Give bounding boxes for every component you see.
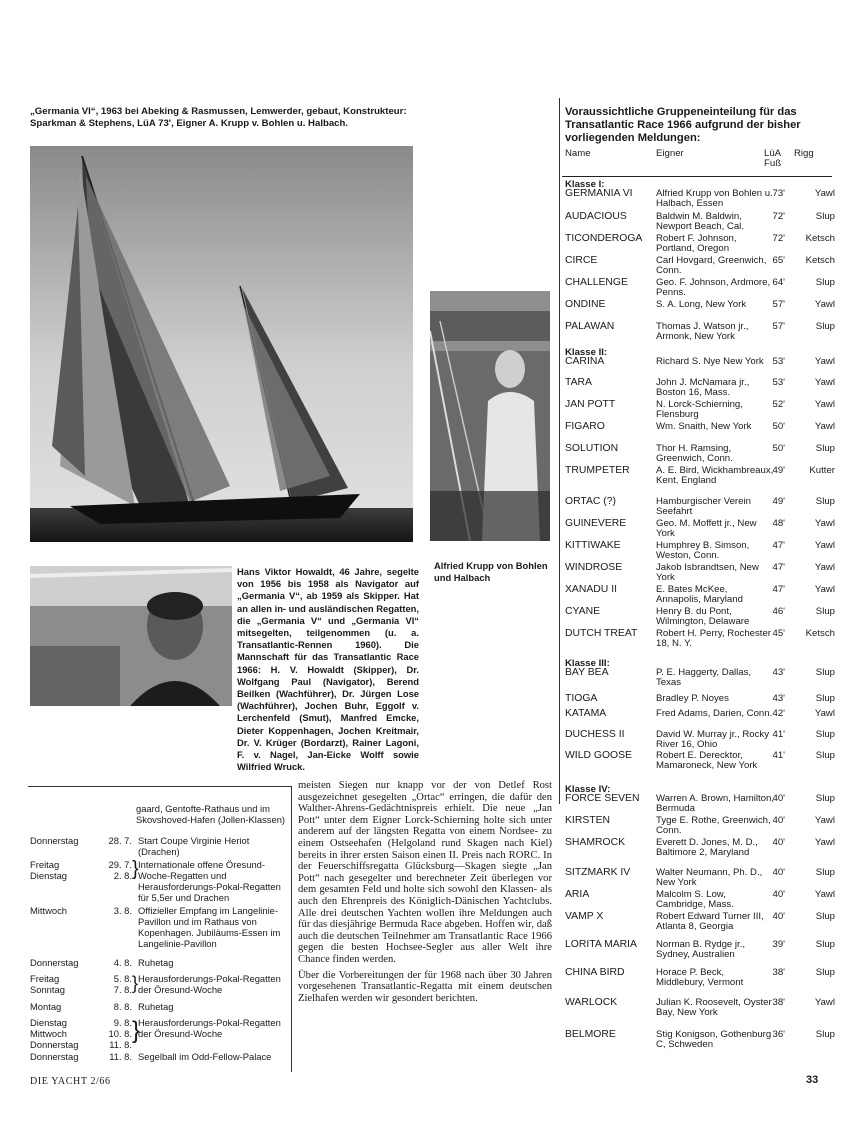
length: 38' bbox=[772, 967, 785, 978]
rig: Slup bbox=[815, 211, 835, 222]
rig: Slup bbox=[815, 750, 835, 761]
event-schedule bbox=[28, 786, 292, 1072]
rig: Slup bbox=[815, 321, 835, 332]
rig: Ketsch bbox=[805, 628, 835, 639]
length: 72' bbox=[772, 211, 785, 222]
schedule-day: Donnerstag bbox=[30, 957, 79, 968]
owner: Walter Neumann, Ph. D., New York bbox=[656, 867, 763, 889]
rig: Slup bbox=[815, 443, 835, 454]
krupp-photo bbox=[430, 291, 550, 541]
owner: Geo. F. Johnson, Ardmore, Penns. bbox=[656, 277, 771, 299]
schedule-text: Internationale offene Öresund-Woche-Regatten und Herausforderungs-Pokal-Regatten für 5,5er und Drachen bbox=[138, 859, 281, 903]
yacht-name: WARLOCK bbox=[565, 997, 618, 1008]
yacht-name: SITZMARK IV bbox=[565, 867, 631, 878]
yacht-name: AUDACIOUS bbox=[565, 211, 627, 222]
length: 49' bbox=[772, 496, 785, 507]
length: 38' bbox=[772, 997, 785, 1008]
rig: Yawl bbox=[814, 421, 835, 432]
yacht-name: BAY BEA bbox=[565, 667, 609, 678]
yacht-name: CHALLENGE bbox=[565, 277, 628, 288]
owner: N. Lorck-Schierning, Flensburg bbox=[656, 399, 743, 421]
rig: Slup bbox=[815, 793, 835, 804]
yacht-name: ARIA bbox=[565, 889, 590, 900]
length: 47' bbox=[772, 540, 785, 551]
owner: John J. McNamara jr., Boston 16, Mass. bbox=[656, 377, 750, 399]
owner: Stig Konigson, Gothenburg C, Schweden bbox=[656, 1029, 772, 1051]
schedule-text: Offizieller Empfang im Langelinie-Pavillon und im Rathaus von Kopenhagen. Jubiläums-Essen im Langelinie-Pavillon bbox=[138, 905, 281, 949]
owner: Everett D. Jones, M. D., Baltimore 2, Maryland bbox=[656, 837, 758, 859]
yacht-name: KATAMA bbox=[565, 708, 607, 719]
yacht-name: DUCHESS II bbox=[565, 729, 625, 740]
length: 41' bbox=[772, 750, 785, 761]
sailboat-photo bbox=[30, 146, 413, 542]
rig: Slup bbox=[815, 277, 835, 288]
owner: Humphrey B. Simson, Weston, Conn. bbox=[656, 540, 750, 562]
yacht-name: FIGARO bbox=[565, 421, 605, 432]
rig: Kutter bbox=[809, 465, 835, 476]
owner: P. E. Haggerty, Dallas, Texas bbox=[656, 667, 752, 689]
rig: Yawl bbox=[814, 584, 835, 595]
owner: Jakob Isbrandtsen, New York bbox=[656, 562, 759, 584]
length: 40' bbox=[772, 815, 785, 826]
rig: Slup bbox=[815, 606, 835, 617]
rig: Yawl bbox=[814, 377, 835, 388]
howaldt-photo bbox=[30, 566, 232, 706]
krupp-caption: Alfried Krupp von Bohlen und Halbach bbox=[434, 560, 548, 583]
header-owner: Eigner bbox=[656, 148, 684, 159]
yacht-name: CHINA BIRD bbox=[565, 967, 625, 978]
yacht-name: VAMP X bbox=[565, 911, 604, 922]
length: 73' bbox=[772, 188, 785, 199]
rig: Yawl bbox=[814, 299, 835, 310]
length: 45' bbox=[772, 628, 785, 639]
yacht-name: KIRSTEN bbox=[565, 815, 611, 826]
yacht-name: GERMANIA VI bbox=[565, 188, 633, 199]
magazine-footer: DIE YACHT 2/66 bbox=[30, 1076, 111, 1087]
rig: Slup bbox=[815, 1029, 835, 1040]
rig: Slup bbox=[815, 911, 835, 922]
length: 43' bbox=[772, 667, 785, 678]
length: 43' bbox=[772, 693, 785, 704]
schedule-text: Herausforderungs-Pokal-Regatten der Öresund-Woche bbox=[138, 1017, 281, 1039]
length: 65' bbox=[772, 255, 785, 266]
rig: Slup bbox=[815, 967, 835, 978]
rig: Yawl bbox=[814, 540, 835, 551]
yacht-name: GUINEVERE bbox=[565, 518, 627, 529]
rig: Slup bbox=[815, 667, 835, 678]
owner: Fred Adams, Darien, Conn. bbox=[656, 708, 773, 719]
length: 39' bbox=[772, 939, 785, 950]
schedule-date: 9. 8. 10. 8. 11. 8. bbox=[108, 1017, 132, 1050]
rig: Yawl bbox=[814, 997, 835, 1008]
schedule-text: Ruhetag bbox=[138, 957, 174, 968]
length: 57' bbox=[772, 321, 785, 332]
yacht-name: TICONDEROGA bbox=[565, 233, 643, 244]
owner: Thor H. Ramsing, Greenwich, Conn. bbox=[656, 443, 733, 465]
length: 72' bbox=[772, 233, 785, 244]
length: 57' bbox=[772, 299, 785, 310]
length: 48' bbox=[772, 518, 785, 529]
yacht-name: ORTAC (?) bbox=[565, 496, 616, 507]
length: 49' bbox=[772, 465, 785, 476]
rig: Yawl bbox=[814, 356, 835, 367]
rig: Yawl bbox=[814, 399, 835, 410]
schedule-day: Freitag Dienstag bbox=[30, 859, 68, 881]
yacht-name: TIOGA bbox=[565, 693, 598, 704]
owner: S. A. Long, New York bbox=[656, 299, 747, 310]
schedule-date: 3. 8. bbox=[113, 905, 132, 916]
owner: Robert F. Johnson, Portland, Oregon bbox=[656, 233, 737, 255]
rig: Yawl bbox=[814, 518, 835, 529]
length: 42' bbox=[772, 708, 785, 719]
schedule-date: 8. 8. bbox=[113, 1001, 132, 1012]
yacht-name: LORITA MARIA bbox=[565, 939, 637, 950]
page-number: 33 bbox=[806, 1074, 819, 1086]
schedule-bracket: } bbox=[132, 973, 139, 993]
owner: Norman B. Rydge jr., Sydney, Australien bbox=[656, 939, 746, 961]
rig: Yawl bbox=[814, 889, 835, 900]
class-heading: Klasse IV: bbox=[565, 784, 611, 795]
yacht-name: JAN POTT bbox=[565, 399, 616, 410]
owner: Warren A. Brown, Hamilton, Bermuda bbox=[656, 793, 775, 815]
schedule-text: Ruhetag bbox=[138, 1001, 174, 1012]
length: 52' bbox=[772, 399, 785, 410]
schedule-day: Mittwoch bbox=[30, 905, 67, 916]
owner: Robert H. Perry, Rochester 18, N. Y. bbox=[656, 628, 771, 650]
table-rule bbox=[562, 176, 832, 177]
owner: Robert Edward Turner III, Atlanta 8, Georgia bbox=[656, 911, 764, 933]
howaldt-caption: Hans Viktor Howaldt, 46 Jahre, segelte von 1956 bis 1958 als Navigator auf „Germania V“, ab 1959 als Skipper. Hat an allen in- und ausländischen Regatten, die „Germania V“ und „Germania VI“ mitsegelten, teilgenommen (u. a. Transatlantic-Rennen 1960). Die Mannschaft für das Transatlantic Race 1966: H. V. Howaldt (Skipper), Dr. Wolfgang Paul (Navigator), Berend Beilken (Wachführer), Dr. Jürgen Lose (Wachführer), Jochen Buhr, Eggolf v. Lerchenfeld (Smut), Manfred Emcke, Dieter Koppenhagen, Jochen Kreitmair, Dr. V. Krüger (Bordarzt), Rainer Lagoni, F. v. Nagel, Jan-Eicke Wolff sowie Wilfried Wruck. bbox=[237, 566, 419, 773]
article-paragraph: meisten Siegen nur knapp vor der von Detlef Rost ausgezeichnet gesegelten „Ortac“ erringen, die dafür den Walther-Ahrens-Gedächtnispreis erhielt. Die neue „Jan Pott“ unter dem Eigner Lorck-Schierning holte sich unter anderem auf der längsten Regatta von einem Nordsee- zu einem Ostseehafen (Helgoland rund Skagen nach Kiel) bereits in ihrer ersten Saison einen II. Preis nach RORC. In der Feuerschiffsregatta Glücksburg—Skagen siegte „Jan Pott“ nach gesegelter und berechneter Zeit überlegen vor dem gesamten Feld und holte sich sowohl den Klassen- als auch den Ehrenpreis des Königlich-Dänischen Yachtclubs. Alle drei deutschen Yachten wollen ihre Meldungen auch für das diesjährige Bermuda Race abgeben. Hoffen wir, daß auch die deutschen Teilnehmer am Transatlantic Race 1966 gegen die besten Hochsee-Segler aus aller Welt ihre Chance finden werden. bbox=[298, 780, 552, 965]
schedule-day: Freitag Sonntag bbox=[30, 973, 65, 995]
rig: Ketsch bbox=[805, 255, 835, 266]
yacht-name: BELMORE bbox=[565, 1029, 616, 1040]
owner: Carl Hovgard, Greenwich, Conn. bbox=[656, 255, 767, 277]
yacht-name: CIRCE bbox=[565, 255, 598, 266]
schedule-bracket: } bbox=[132, 1017, 141, 1044]
length: 64' bbox=[772, 277, 785, 288]
yacht-name: ONDINE bbox=[565, 299, 606, 310]
owner: Henry B. du Pont, Wilmington, Delaware bbox=[656, 606, 750, 628]
owner: E. Bates McKee, Annapolis, Maryland bbox=[656, 584, 743, 606]
owner: David W. Murray jr., Rocky River 16, Ohio bbox=[656, 729, 770, 751]
length: 50' bbox=[772, 443, 785, 454]
schedule-day: Donnerstag bbox=[30, 835, 79, 846]
yacht-name: SHAMROCK bbox=[565, 837, 626, 848]
rig: Yawl bbox=[814, 815, 835, 826]
column-divider bbox=[559, 98, 560, 804]
yacht-name: PALAWAN bbox=[565, 321, 615, 332]
schedule-date: 28. 7. bbox=[108, 835, 132, 846]
length: 40' bbox=[772, 867, 785, 878]
rig: Slup bbox=[815, 939, 835, 950]
article-body bbox=[298, 780, 552, 1004]
sailboat-caption: „Germania VI“, 1963 bei Abeking & Rasmussen, Lemwerder, gebaut, Konstrukteur: Sparkman & Stephens, LüA 73', Eigner A. Krupp v. Bohlen u. Halbach. bbox=[30, 106, 407, 129]
owner: Thomas J. Watson jr., Armonk, New York bbox=[656, 321, 749, 343]
owner: A. E. Bird, Wickhambreaux, Kent, England bbox=[656, 465, 774, 487]
yacht-name: DUTCH TREAT bbox=[565, 628, 638, 639]
owner: Bradley P. Noyes bbox=[656, 693, 729, 704]
rig: Slup bbox=[815, 729, 835, 740]
class-heading: Klasse I: bbox=[565, 179, 605, 190]
length: 40' bbox=[772, 837, 785, 848]
rig: Yawl bbox=[814, 708, 835, 719]
yacht-name: WILD GOOSE bbox=[565, 750, 632, 761]
rig: Yawl bbox=[814, 188, 835, 199]
schedule-bracket: } bbox=[132, 858, 139, 880]
length: 53' bbox=[772, 356, 785, 367]
header-loa: LüA Fuß bbox=[764, 148, 782, 169]
yacht-name: KITTIWAKE bbox=[565, 540, 621, 551]
owner: Robert E. Derecktor, Mamaroneck, New York bbox=[656, 750, 758, 772]
length: 41' bbox=[772, 729, 785, 740]
rig: Yawl bbox=[814, 837, 835, 848]
owner: Horace P. Beck, Middlebury, Vermont bbox=[656, 967, 744, 989]
schedule-date: 4. 8. bbox=[113, 957, 132, 968]
length: 50' bbox=[772, 421, 785, 432]
schedule-day: Dienstag Mittwoch Donnerstag bbox=[30, 1017, 79, 1050]
schedule-date: 11. 8. bbox=[109, 1051, 132, 1062]
length: 46' bbox=[772, 606, 785, 617]
yacht-name: TRUMPETER bbox=[565, 465, 630, 476]
class-heading: Klasse III: bbox=[565, 658, 610, 669]
schedule-text: Start Coupe Virginie Heriot (Drachen) bbox=[138, 835, 250, 857]
header-name: Name bbox=[565, 148, 591, 159]
yacht-name: CARINA bbox=[565, 356, 605, 367]
yacht-name: FORCE SEVEN bbox=[565, 793, 640, 804]
length: 40' bbox=[772, 889, 785, 900]
rig: Slup bbox=[815, 867, 835, 878]
schedule-text: Herausforderungs-Pokal-Regatten der Öresund-Woche bbox=[138, 973, 281, 995]
length: 36' bbox=[772, 1029, 785, 1040]
owner: Hamburgischer Verein Seefahrt bbox=[656, 496, 751, 518]
owner: Wm. Snaith, New York bbox=[656, 421, 752, 432]
yacht-name: XANADU II bbox=[565, 584, 617, 595]
length: 40' bbox=[772, 793, 785, 804]
schedule-text: Segelball im Odd-Fellow-Palace bbox=[138, 1051, 272, 1062]
owner: Baldwin M. Baldwin, Newport Beach, Cal. bbox=[656, 211, 744, 233]
schedule-date: 5. 8. 7. 8. bbox=[113, 973, 132, 995]
article-paragraph: Über die Vorbereitungen der für 1968 nach über 30 Jahren vorgesehenen Transatlantic-Regatta mit einem deutschen Zielhafen werden wir gesondert berichten. bbox=[298, 969, 552, 1004]
owner: Alfried Krupp von Bohlen u. Halbach, Essen bbox=[656, 188, 773, 210]
length: 40' bbox=[772, 911, 785, 922]
owner: Geo. M. Moffett jr., New York bbox=[656, 518, 757, 540]
owner: Richard S. Nye New York bbox=[656, 356, 764, 367]
owner: Tyge E. Rothe, Greenwich, Conn. bbox=[656, 815, 771, 837]
length: 47' bbox=[772, 562, 785, 573]
class-heading: Klasse II: bbox=[565, 347, 608, 358]
yacht-name: CYANE bbox=[565, 606, 601, 617]
length: 47' bbox=[772, 584, 785, 595]
schedule-intro: gaard, Gentofte-Rathaus und im Skovshoved-Hafen (Jollen-Klassen) bbox=[136, 803, 286, 825]
owner: Julian K. Roosevelt, Oyster Bay, New York bbox=[656, 997, 772, 1019]
length: 53' bbox=[772, 377, 785, 388]
table-header bbox=[565, 149, 835, 175]
rig: Yawl bbox=[814, 562, 835, 573]
rig: Slup bbox=[815, 693, 835, 704]
schedule-day: Montag bbox=[30, 1001, 62, 1012]
yacht-name: TARA bbox=[565, 377, 592, 388]
table-title: Voraussichtliche Gruppeneinteilung für das Transatlantic Race 1966 aufgrund der bisher vorliegenden Meldungen: bbox=[565, 106, 801, 144]
yacht-name: WINDROSE bbox=[565, 562, 623, 573]
header-rig: Rigg bbox=[794, 148, 814, 159]
rig: Slup bbox=[815, 496, 835, 507]
yacht-name: SOLUTION bbox=[565, 443, 619, 454]
schedule-day: Donnerstag bbox=[30, 1051, 79, 1062]
owner: Malcolm S. Low, Cambridge, Mass. bbox=[656, 889, 734, 911]
rig: Ketsch bbox=[805, 233, 835, 244]
schedule-date: 29. 7. 2. 8. bbox=[108, 859, 132, 881]
